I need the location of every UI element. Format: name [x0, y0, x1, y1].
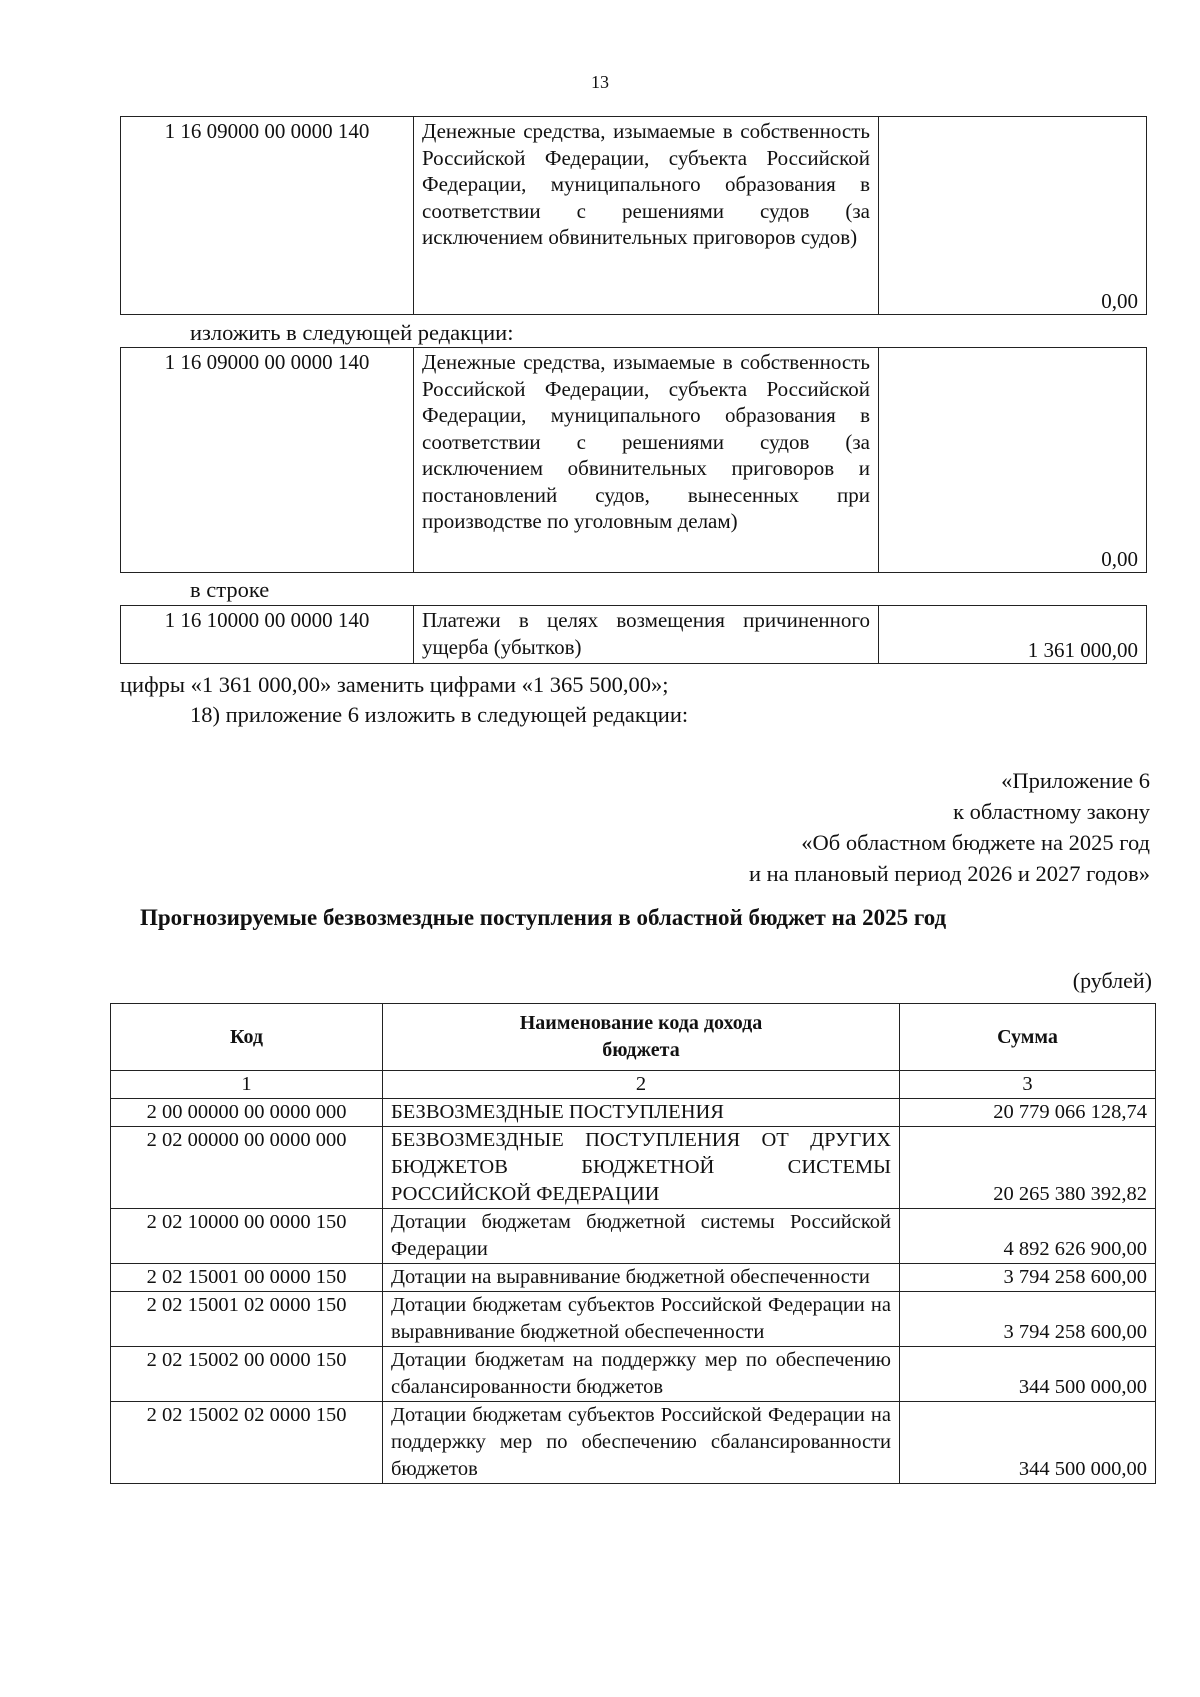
code-cell: 2 02 15002 00 0000 150	[111, 1347, 383, 1402]
sum-cell: 344 500 000,00	[900, 1402, 1156, 1484]
table-title: Прогнозируемые безвозмездные поступления в областной бюджет на 2025 год	[140, 905, 947, 930]
name-cell: БЕЗВОЗМЕЗДНЫЕ ПОСТУПЛЕНИЯ ОТ ДРУГИХ БЮДЖЕТОВ БЮДЖЕТНОЙ СИСТЕМЫ РОССИЙСКОЙ ФЕДЕРАЦИИ	[383, 1127, 900, 1209]
revenue-table	[110, 1003, 1156, 1484]
damages-row-table	[120, 605, 1147, 664]
header-name-line-1: Наименование кода дохода	[519, 1012, 763, 1034]
name-cell: Дотации бюджетам на поддержку мер по обеспечению сбалансированности бюджетов	[383, 1347, 900, 1402]
new-row-table	[120, 347, 1147, 573]
code-cell: 2 02 10000 00 0000 150	[111, 1209, 383, 1264]
item-18-text: 18) приложение 6 изложить в следующей редакции:	[190, 702, 689, 727]
replace-instruction: цифры «1 361 000,00» заменить цифрами «1 365 500,00»;	[120, 672, 669, 697]
code-cell: 1 16 09000 00 0000 140	[121, 348, 414, 573]
lead-text: в строке	[190, 577, 270, 602]
table-row	[111, 1264, 1156, 1292]
name-cell: Дотации на выравнивание бюджетной обеспеченности	[383, 1264, 900, 1292]
sum-cell: 1 361 000,00	[879, 606, 1147, 664]
column-number: 2	[383, 1071, 900, 1099]
column-number: 1	[111, 1071, 383, 1099]
code-cell: 2 02 00000 00 0000 000	[111, 1127, 383, 1209]
code-cell: 2 00 00000 00 0000 000	[111, 1099, 383, 1127]
sum-cell: 0,00	[879, 348, 1147, 573]
annex-line-2: к областному закону	[953, 799, 1150, 824]
name-cell: Дотации бюджетам субъектов Российской Федерации на поддержку мер по обеспечению сбалансированности бюджетов	[383, 1402, 900, 1484]
column-number: 3	[900, 1071, 1156, 1099]
header-name-line-2: бюджета	[602, 1039, 680, 1061]
table-row	[121, 348, 1147, 573]
sum-cell: 4 892 626 900,00	[900, 1209, 1156, 1264]
name-cell: Платежи в целях возмещения причиненного ущерба (убытков)	[414, 606, 879, 664]
name-cell: Денежные средства, изымаемые в собственность Российской Федерации, субъекта Российской Федерации, муниципального образования в соответствии с решениями судов (за исключением обвинительных приговоров судов)	[414, 117, 879, 315]
code-cell: 1 16 09000 00 0000 140	[121, 117, 414, 315]
table-row	[111, 1347, 1156, 1402]
page-number: 13	[591, 72, 609, 92]
name-cell: Дотации бюджетам субъектов Российской Федерации на выравнивание бюджетной обеспеченности	[383, 1292, 900, 1347]
table-row	[111, 1292, 1156, 1347]
column-number-row	[111, 1071, 1156, 1099]
code-cell: 1 16 10000 00 0000 140	[121, 606, 414, 664]
header-name	[383, 1004, 900, 1071]
table-row	[121, 606, 1147, 664]
sum-cell: 344 500 000,00	[900, 1347, 1156, 1402]
table-row	[111, 1402, 1156, 1484]
sum-cell: 20 779 066 128,74	[900, 1099, 1156, 1127]
code-cell: 2 02 15001 02 0000 150	[111, 1292, 383, 1347]
table-row	[111, 1127, 1156, 1209]
table-row	[121, 117, 1147, 315]
unit-label: (рублей)	[1072, 968, 1152, 993]
sum-cell: 20 265 380 392,82	[900, 1127, 1156, 1209]
instruction-text: изложить в следующей редакции:	[190, 320, 514, 345]
name-cell: БЕЗВОЗМЕЗДНЫЕ ПОСТУПЛЕНИЯ	[383, 1099, 900, 1127]
old-row-table	[120, 116, 1147, 315]
code-cell: 2 02 15002 02 0000 150	[111, 1402, 383, 1484]
sum-cell: 3 794 258 600,00	[900, 1264, 1156, 1292]
header-sum: Сумма	[900, 1004, 1156, 1071]
sum-cell: 3 794 258 600,00	[900, 1292, 1156, 1347]
name-cell: Денежные средства, изымаемые в собственность Российской Федерации, субъекта Российской Федерации, муниципального образования в соответствии с решениями судов (за исключением обвинительных приговоров и постановлений судов, вынесенных при производстве по уголовным делам)	[414, 348, 879, 573]
table-row	[111, 1209, 1156, 1264]
code-cell: 2 02 15001 00 0000 150	[111, 1264, 383, 1292]
sum-cell: 0,00	[879, 117, 1147, 315]
annex-line-3: «Об областном бюджете на 2025 год	[801, 830, 1150, 855]
annex-heading	[749, 765, 1150, 889]
table-row	[111, 1099, 1156, 1127]
header-row	[111, 1004, 1156, 1071]
header-code: Код	[111, 1004, 383, 1071]
annex-line-1: «Приложение 6	[1001, 768, 1150, 793]
name-cell: Дотации бюджетам бюджетной системы Российской Федерации	[383, 1209, 900, 1264]
annex-line-4: и на плановый период 2026 и 2027 годов»	[748, 861, 1150, 886]
